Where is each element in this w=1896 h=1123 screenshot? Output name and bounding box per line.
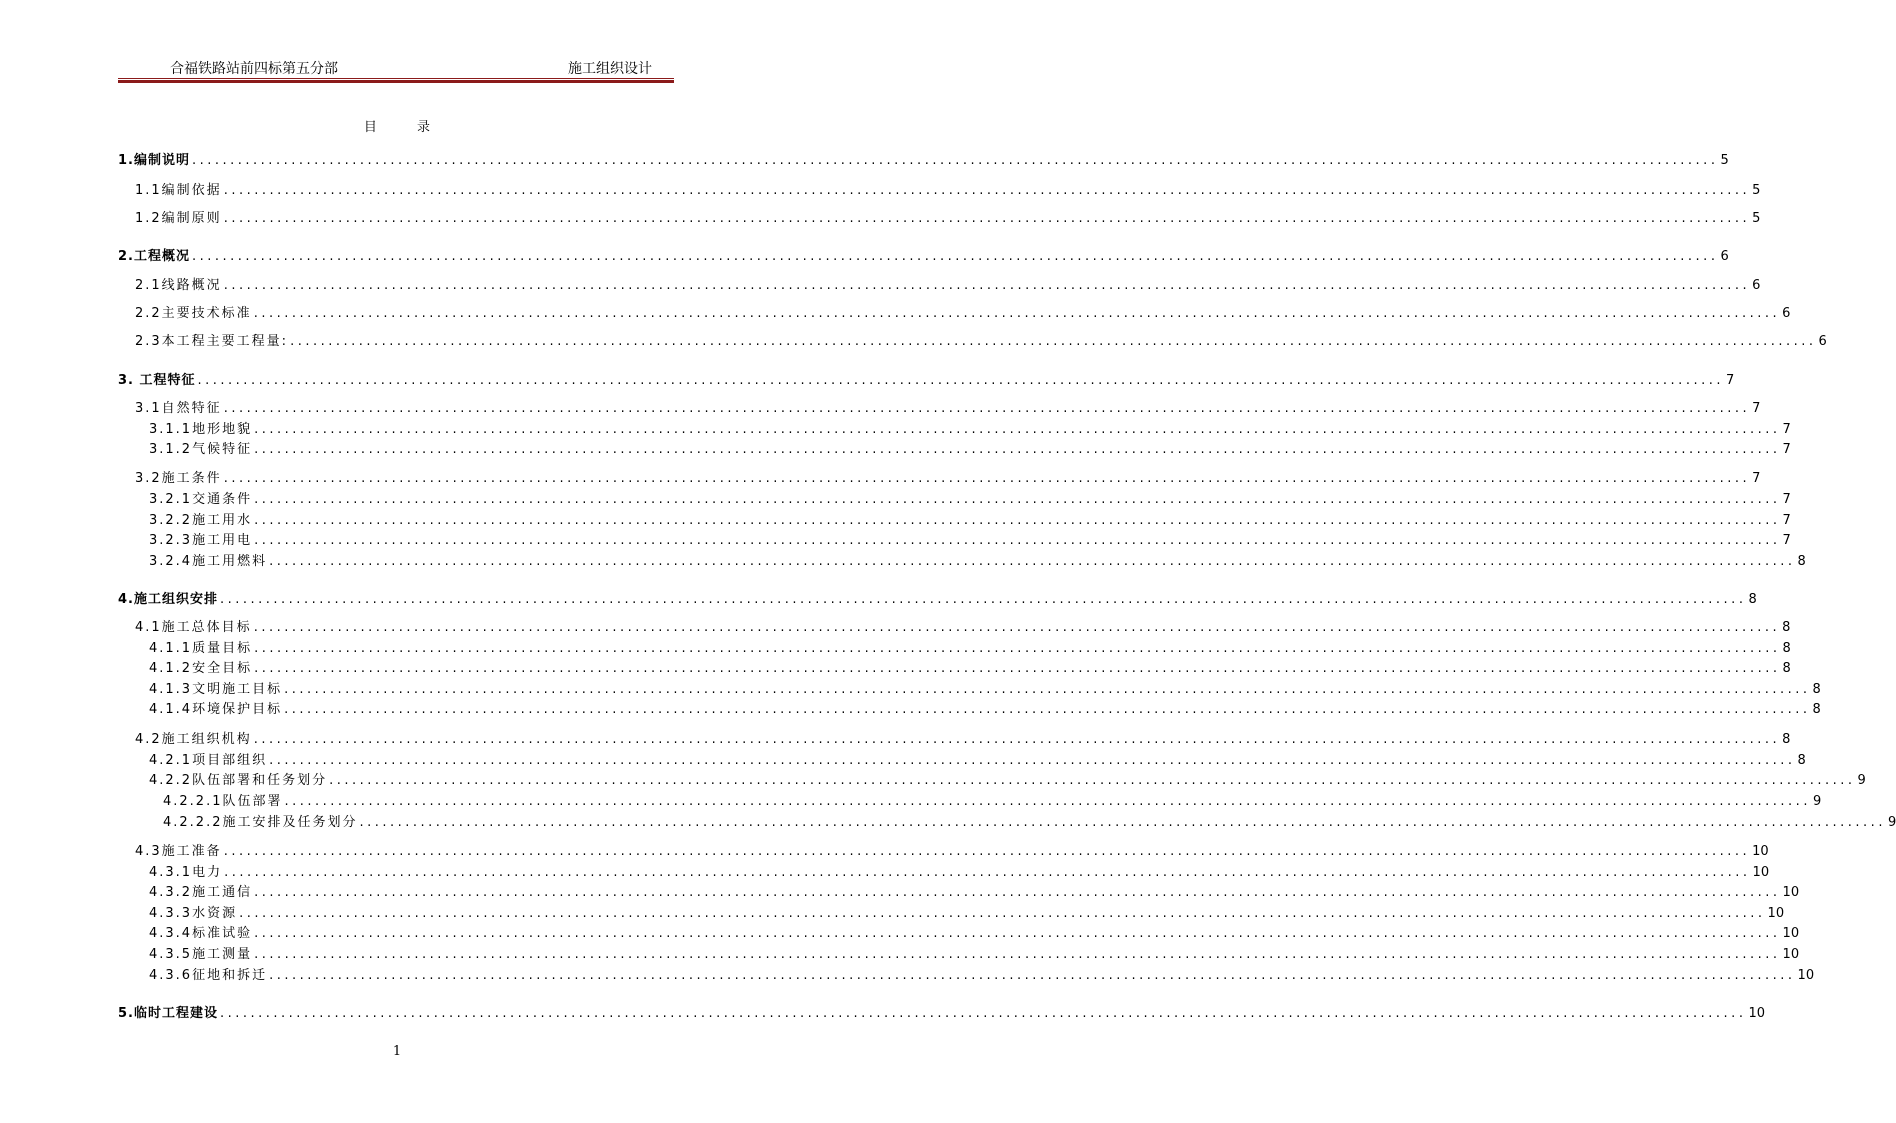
toc-entry-title: 4.3.6征地和拆迁 bbox=[149, 964, 269, 983]
toc-entry-page: 7 bbox=[1752, 401, 1761, 416]
toc-entry[interactable] bbox=[135, 468, 1761, 486]
toc-entry-title: 4.1施工总体目标 bbox=[135, 616, 254, 635]
toc-entry-title: 4.3.2施工通信 bbox=[149, 881, 254, 900]
toc-entry[interactable] bbox=[135, 180, 1761, 198]
toc-entry[interactable] bbox=[149, 965, 1815, 983]
toc-entry[interactable] bbox=[118, 370, 1735, 388]
toc-dot-leader: ........................................................................................................................................................................................................ bbox=[223, 278, 1751, 293]
toc-dot-leader: ........................................................................................................................................................................................................ bbox=[239, 906, 1766, 921]
toc-entry-title: 3.2.4施工用燃料 bbox=[149, 550, 269, 569]
toc-entry[interactable] bbox=[118, 246, 1729, 264]
toc-dot-leader: ........................................................................................................................................................................................................ bbox=[329, 773, 1856, 788]
toc-entry-title: 1.1编制依据 bbox=[135, 179, 224, 198]
toc-entry-title: 4.2.2队伍部署和任务划分 bbox=[149, 769, 329, 788]
toc-entry-page: 6 bbox=[1782, 306, 1791, 321]
toc-dot-leader: ........................................................................................................................................................................................................ bbox=[223, 471, 1751, 486]
toc-entry[interactable] bbox=[118, 150, 1729, 168]
toc-entry[interactable] bbox=[163, 812, 1896, 830]
toc-dot-leader: ........................................................................................................................................................................................................ bbox=[269, 554, 1796, 569]
page-header bbox=[118, 56, 674, 78]
toc-entry[interactable] bbox=[135, 208, 1761, 226]
toc-entry[interactable] bbox=[118, 1003, 1765, 1021]
toc-dot-leader: ........................................................................................................................................................................................................ bbox=[219, 1006, 1747, 1021]
toc-entry-title: 3.2.3施工用电 bbox=[149, 529, 254, 548]
toc-entry[interactable] bbox=[149, 419, 1791, 437]
toc-entry[interactable] bbox=[135, 729, 1791, 747]
toc-entry-title: 4.3施工准备 bbox=[135, 840, 224, 859]
toc-entry[interactable] bbox=[149, 510, 1791, 528]
toc-entry-page: 5 bbox=[1752, 183, 1761, 198]
toc-entry-title: 4.2施工组织机构 bbox=[135, 728, 254, 747]
toc-entry[interactable] bbox=[149, 770, 1866, 788]
toc-dot-leader: ........................................................................................................................................................................................................ bbox=[219, 592, 1747, 607]
toc-entry-title: 4.2.2.1队伍部署 bbox=[163, 790, 284, 809]
toc-entry[interactable] bbox=[149, 530, 1791, 548]
toc-dot-leader: ........................................................................................................................................................................................................ bbox=[254, 442, 1781, 457]
toc-dot-leader: ........................................................................................................................................................................................................ bbox=[254, 422, 1781, 437]
toc-entry[interactable] bbox=[118, 589, 1757, 607]
header-project-name: 合福铁路站前四标第五分部 bbox=[170, 61, 338, 77]
toc-dot-leader: ........................................................................................................................................................................................................ bbox=[253, 732, 1781, 747]
toc-dot-leader: ........................................................................................................................................................................................................ bbox=[254, 641, 1781, 656]
toc-dot-leader: ........................................................................................................................................................................................................ bbox=[269, 753, 1796, 768]
toc-entry-page: 6 bbox=[1752, 278, 1761, 293]
page-number: 1 bbox=[392, 1044, 402, 1059]
toc-entry[interactable] bbox=[149, 551, 1806, 569]
toc-entry-title: 4.1.4环境保护目标 bbox=[149, 698, 284, 717]
toc-dot-leader: ........................................................................................................................................................................................................ bbox=[254, 513, 1781, 528]
toc-entry-title: 3.2.1交通条件 bbox=[149, 488, 254, 507]
toc-entry-page: 6 bbox=[1818, 334, 1827, 349]
toc-entry-title: 4.1.3文明施工目标 bbox=[149, 678, 284, 697]
header-rule-thin bbox=[118, 78, 674, 79]
toc-entry-title: 4.3.4标准试验 bbox=[149, 922, 254, 941]
toc-entry[interactable] bbox=[149, 944, 1800, 962]
toc-dot-leader: ........................................................................................................................................................................................................ bbox=[284, 794, 1811, 809]
toc-entry-title: 4.3.3水资源 bbox=[149, 902, 239, 921]
toc-entry-page: 5 bbox=[1752, 211, 1761, 226]
toc-entry-title: 1.编制说明 bbox=[118, 149, 192, 168]
toc-entry[interactable] bbox=[149, 862, 1770, 880]
toc-entry-title: 3.1.2气候特征 bbox=[149, 438, 254, 457]
toc-dot-leader: ........................................................................................................................................................................................................ bbox=[223, 401, 1751, 416]
toc-entry-page: 8 bbox=[1782, 620, 1791, 635]
toc-entry[interactable] bbox=[149, 882, 1800, 900]
toc-entry-page: 10 bbox=[1782, 926, 1800, 941]
toc-entry-title: 3.2施工条件 bbox=[135, 467, 224, 486]
toc-dot-leader: ........................................................................................................................................................................................................ bbox=[253, 306, 1781, 321]
toc-entry-title: 4.施工组织安排 bbox=[118, 588, 220, 607]
toc-dot-leader: ........................................................................................................................................................................................................ bbox=[224, 865, 1751, 880]
toc-entry-page: 8 bbox=[1748, 592, 1757, 607]
toc-entry[interactable] bbox=[135, 303, 1791, 321]
toc-entry-title: 4.1.1质量目标 bbox=[149, 637, 254, 656]
toc-entry-page: 9 bbox=[1887, 815, 1896, 830]
toc-entry-title: 2.工程概况 bbox=[118, 245, 192, 264]
toc-entry[interactable] bbox=[149, 658, 1791, 676]
toc-title: 目 录 bbox=[363, 120, 449, 135]
toc-entry[interactable] bbox=[135, 841, 1769, 859]
toc-entry-page: 7 bbox=[1782, 533, 1791, 548]
toc-dot-leader: ........................................................................................................................................................................................................ bbox=[223, 844, 1751, 859]
toc-dot-leader: ........................................................................................................................................................................................................ bbox=[284, 702, 1811, 717]
toc-entry[interactable] bbox=[149, 679, 1821, 697]
toc-entry-title: 3.1自然特征 bbox=[135, 397, 224, 416]
toc-entry[interactable] bbox=[149, 923, 1800, 941]
toc-entry-page: 10 bbox=[1782, 885, 1800, 900]
toc-entry[interactable] bbox=[135, 398, 1761, 416]
toc-entry-page: 8 bbox=[1782, 661, 1791, 676]
toc-entry[interactable] bbox=[149, 750, 1806, 768]
toc-entry-page: 10 bbox=[1752, 865, 1770, 880]
toc-entry-page: 8 bbox=[1782, 732, 1791, 747]
toc-entry-page: 7 bbox=[1752, 471, 1761, 486]
toc-entry-page: 8 bbox=[1812, 702, 1821, 717]
toc-entry-page: 7 bbox=[1782, 442, 1791, 457]
toc-entry-title: 2.1线路概况 bbox=[135, 274, 224, 293]
toc-entry-page: 10 bbox=[1797, 968, 1815, 983]
toc-dot-leader: ........................................................................................................................................................................................................ bbox=[269, 968, 1796, 983]
toc-entry-title: 2.3本工程主要工程量: bbox=[135, 330, 290, 349]
toc-entry-page: 7 bbox=[1782, 513, 1791, 528]
toc-entry-title: 4.2.2.2施工安排及任务划分 bbox=[163, 811, 359, 830]
toc-dot-leader: ........................................................................................................................................................................................................ bbox=[223, 183, 1751, 198]
header-document-type: 施工组织设计 bbox=[568, 61, 652, 77]
toc-dot-leader: ........................................................................................................................................................................................................ bbox=[223, 211, 1751, 226]
toc-entry-title: 3.2.2施工用水 bbox=[149, 509, 254, 528]
toc-entry-page: 6 bbox=[1720, 249, 1729, 264]
toc-dot-leader: ........................................................................................................................................................................................................ bbox=[290, 334, 1817, 349]
toc-entry-title: 5.临时工程建设 bbox=[118, 1002, 220, 1021]
toc-entry[interactable] bbox=[149, 638, 1791, 656]
toc-entry-page: 10 bbox=[1752, 844, 1769, 859]
toc-entry-page: 7 bbox=[1782, 492, 1791, 507]
toc-entry-title: 4.3.1电力 bbox=[149, 861, 224, 880]
toc-entry[interactable] bbox=[149, 489, 1791, 507]
toc-entry-title: 1.2编制原则 bbox=[135, 207, 224, 226]
toc-dot-leader: ........................................................................................................................................................................................................ bbox=[254, 947, 1781, 962]
toc-entry-title: 4.3.5施工测量 bbox=[149, 943, 254, 962]
toc-dot-leader: ........................................................................................................................................................................................................ bbox=[253, 620, 1781, 635]
toc-entry-page: 10 bbox=[1767, 906, 1785, 921]
toc-entry[interactable] bbox=[149, 699, 1821, 717]
toc-entry-page: 10 bbox=[1748, 1006, 1765, 1021]
toc-entry-title: 4.1.2安全目标 bbox=[149, 657, 254, 676]
toc-dot-leader: ........................................................................................................................................................................................................ bbox=[191, 249, 1719, 264]
toc-entry-title: 3. 工程特征 bbox=[118, 369, 198, 388]
toc-entry-page: 7 bbox=[1782, 422, 1791, 437]
toc-entry-page: 8 bbox=[1812, 682, 1821, 697]
toc-dot-leader: ........................................................................................................................................................................................................ bbox=[197, 373, 1724, 388]
toc-entry-page: 8 bbox=[1782, 641, 1791, 656]
toc-dot-leader: ........................................................................................................................................................................................................ bbox=[254, 533, 1781, 548]
toc-entry-page: 8 bbox=[1797, 753, 1806, 768]
toc-dot-leader: ........................................................................................................................................................................................................ bbox=[191, 153, 1719, 168]
toc-entry[interactable] bbox=[149, 439, 1791, 457]
toc-entry[interactable] bbox=[135, 275, 1761, 293]
toc-entry-page: 9 bbox=[1812, 794, 1822, 809]
toc-entry-page: 7 bbox=[1725, 373, 1735, 388]
toc-entry[interactable] bbox=[135, 617, 1791, 635]
toc-dot-leader: ........................................................................................................................................................................................................ bbox=[284, 682, 1811, 697]
toc-entry-title: 3.1.1地形地貌 bbox=[149, 418, 254, 437]
toc-entry[interactable] bbox=[135, 331, 1827, 349]
toc-entry[interactable] bbox=[149, 903, 1785, 921]
toc-entry-page: 5 bbox=[1720, 153, 1729, 168]
toc-dot-leader: ........................................................................................................................................................................................................ bbox=[359, 815, 1886, 830]
toc-dot-leader: ........................................................................................................................................................................................................ bbox=[254, 661, 1781, 676]
toc-entry-page: 9 bbox=[1857, 773, 1866, 788]
toc-entry[interactable] bbox=[163, 791, 1822, 809]
toc-dot-leader: ........................................................................................................................................................................................................ bbox=[254, 926, 1781, 941]
toc-entry-title: 2.2主要技术标准 bbox=[135, 302, 254, 321]
toc-dot-leader: ........................................................................................................................................................................................................ bbox=[254, 885, 1781, 900]
toc-entry-page: 8 bbox=[1797, 554, 1806, 569]
toc-dot-leader: ........................................................................................................................................................................................................ bbox=[254, 492, 1781, 507]
toc-entry-page: 10 bbox=[1782, 947, 1800, 962]
header-rule-thick bbox=[118, 80, 674, 83]
toc-entry-title: 4.2.1项目部组织 bbox=[149, 749, 269, 768]
